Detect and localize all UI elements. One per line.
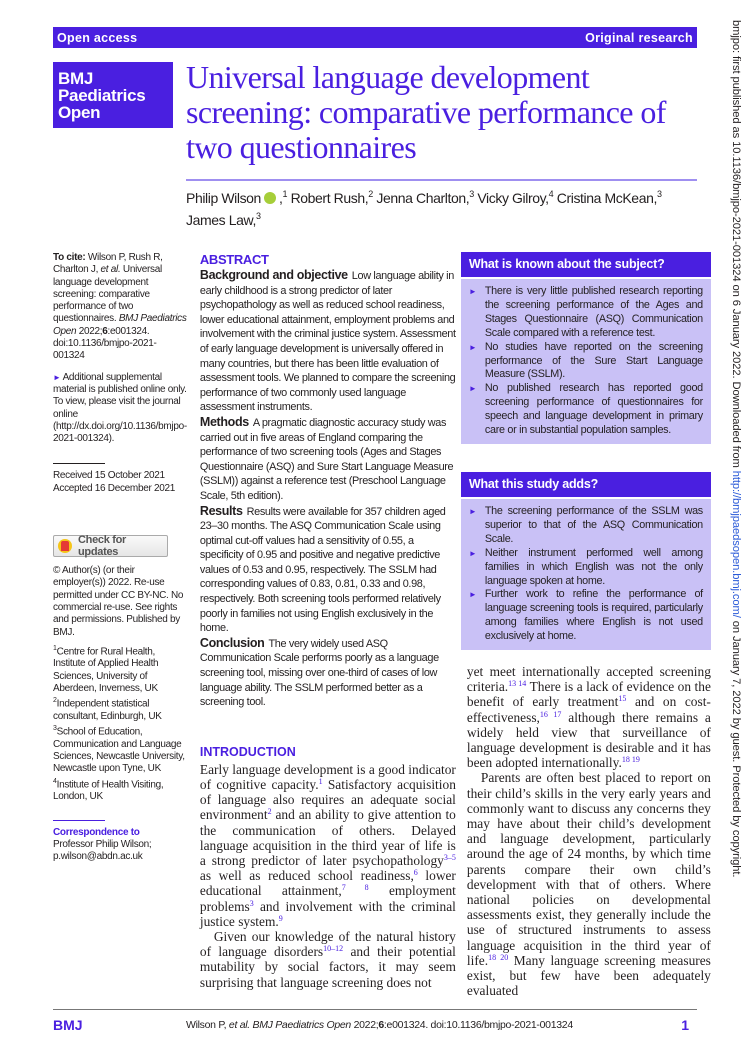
author-name[interactable]: Philip Wilson	[186, 190, 261, 206]
known-box	[461, 252, 711, 444]
author-list: Philip Wilson ,$^1$ Robert Rush,$^2$ Jenna Charlton,$^3$ Vicky Gilroy,$^4$ Cristina McKean,$^3$ James Law,$^3$	[186, 189, 662, 228]
journal-logo	[53, 62, 173, 128]
abstract-section	[200, 415, 456, 504]
paragraph-text: Given our knowledge of the natural history of language disorders	[199, 929, 456, 960]
box-bullet-item: ► No published research has reported good screening performance of questionnaires for speech and language development in primary care or in substantial population samples.	[469, 382, 703, 438]
title-block	[186, 59, 697, 252]
paragraph	[200, 762, 456, 929]
reference-citation[interactable]: 10–12	[323, 944, 344, 954]
paragraph-text: and an ability to give attention to the communication of others. Delayed language acquisition in the third year of life is a strong predictor of later psychopathology	[199, 807, 456, 869]
abstract-section-label: Background and objective	[199, 268, 348, 282]
abstract	[200, 252, 456, 710]
affiliation	[53, 723, 187, 776]
abstract-heading: ABSTRACT	[199, 252, 269, 267]
paragraph	[467, 770, 711, 998]
abstract-section-text: Low language ability in early childhood is a strong predictor of later psychopathology as well as reduced school readiness, lower educational attainment, employment problems and involvement with the criminal justice system. Assessment of early language development is universally offered in many countries, but there has been little evaluation of assessment tools. We planned to compare the screening performance of two commonly used language assessment instruments.	[199, 270, 456, 414]
title-divider	[186, 179, 697, 181]
known-box-list	[461, 279, 711, 444]
paragraph-text: Satisfactory acquisition of language also requires an adequate social environment	[199, 777, 456, 823]
abstract-section-text: The very widely used ASQ Communication Scale performs poorly as a language screening tool, missing over one-third of cases of low language ability. The SSLM performed better as a screening tool.	[199, 637, 439, 709]
paragraph-text: yet meet internationally accepted screening criteria.	[466, 664, 711, 695]
paragraph-text: and on cost-effectiveness,	[466, 694, 711, 725]
author-name[interactable]: Cristina McKean	[556, 190, 654, 206]
logo-line: Paediatrics	[58, 86, 146, 105]
supplemental-note	[53, 372, 187, 446]
accepted-date: Accepted 16 December 2021	[53, 482, 176, 494]
reference-citation[interactable]: 13 14	[508, 679, 527, 689]
logo-line: Open	[58, 103, 101, 122]
author-affiliation-number: 2	[368, 189, 373, 199]
reference-citation[interactable]: 3	[249, 898, 254, 908]
cite-authors: Wilson P, Rush R, Charlton J,	[53, 252, 163, 276]
divider	[53, 820, 105, 821]
body-text-right	[461, 664, 711, 998]
paragraph-text: lower educational attainment,	[199, 868, 456, 899]
abstract-section-text: Results were available for 357 children aged 23–30 months. The ASQ Communication Scale using optimal cut-off values had a sensitivity of 0.55, a specificity of 0.95 and positive and negative predictive values of 0.53 and 0.95, respectively. The SSLM had corresponding values of 0.83, 0.81, 0.33 and 0.98, respectively. Both screening tools performed relatively poorly in families not using English exclusively in the home.	[199, 505, 446, 635]
adds-box	[461, 472, 711, 650]
abstract-section	[200, 636, 456, 710]
right-column	[461, 252, 711, 999]
author-name[interactable]: Jenna Charlton	[376, 190, 466, 206]
author-name[interactable]: Robert Rush	[290, 190, 365, 206]
box-bullet-item: ► There is very little published research reporting the screening performance of the Ages and Stages Questionnaire (ASQ) Communication Scale compared with a reference test.	[469, 285, 703, 341]
paragraph	[467, 664, 711, 770]
paragraph-text: There is a lack of evidence on the benefit of early treatment	[466, 679, 711, 710]
abstract-section	[200, 268, 456, 415]
article-body	[53, 252, 711, 999]
known-box-heading: What is known about the subject?	[461, 252, 711, 277]
affiliation-number: 3	[53, 725, 57, 733]
box-bullet-item: ► Further work to refine the performance of language screening tools is required, particularly among families where English is not used exclusively at home.	[469, 588, 703, 644]
paragraph-text: and involvement with the criminal justice system.	[199, 898, 456, 929]
affiliation-number: 4	[53, 777, 57, 785]
abstract-sections	[200, 268, 456, 710]
author-affiliation-number: 1	[282, 189, 288, 199]
reference-citation[interactable]: 2	[267, 807, 272, 817]
cite-label: To cite:	[53, 252, 86, 263]
author-affiliation-number: 3	[255, 211, 261, 221]
abstract-section-text: A pragmatic diagnostic accuracy study was carried out in five areas of England comparing the performance of two screening tools (Ages and Stages Questionnaire (ASQ) and Sure Start Language Measure (SSLM)) against a reference test (Preschool Language Scale, 5th edition).	[199, 416, 454, 502]
reference-citation[interactable]: 9	[278, 913, 283, 923]
adds-box-list	[461, 499, 711, 650]
side-download-notice	[730, 20, 742, 980]
paragraph-text: employment problems	[199, 883, 456, 914]
adds-box-heading: What this study adds?	[461, 472, 711, 497]
journal-link[interactable]: http://bmjpaedsopen.bmj.com/	[730, 470, 742, 618]
author-affiliation-number: 3	[656, 189, 662, 199]
footer-journal: et al. BMJ Paediatrics Open	[228, 1018, 351, 1031]
footer-year: 2022;	[350, 1018, 379, 1031]
reference-citation[interactable]: 16 17	[539, 709, 562, 719]
reference-citation[interactable]: 3–5	[443, 853, 456, 863]
affiliation	[53, 643, 187, 696]
affiliation-number: 1	[53, 644, 57, 652]
author-name[interactable]: Vicky Gilroy	[477, 190, 546, 206]
paragraph-text: Early language development is a good indicator of cognitive capacity.	[199, 761, 456, 793]
side-notice-text-end: on January 7, 2022 by guest. Protected by copyright.	[730, 617, 742, 878]
footer-row	[53, 1017, 697, 1033]
correspondence-text[interactable]: Professor Philip Wilson; p.wilson@abdn.ac.uk	[53, 839, 152, 863]
article-title: Universal language development screening: comparative performance of two questionnaires	[186, 59, 666, 165]
affiliation-number: 2	[53, 697, 57, 705]
affiliation-text: Centre for Rural Health, Institute of Applied Health Sciences, University of Aberdeen, Inverness, UK	[53, 646, 159, 695]
triangle-bullet-icon: ►	[53, 372, 61, 382]
footer-volume: 6	[378, 1018, 384, 1031]
middle-column	[200, 252, 456, 990]
box-bullet-item: ► The screening performance of the SSLM was superior to that of the ASQ Communication Scale.	[469, 505, 703, 547]
introduction-heading: INTRODUCTION	[199, 744, 296, 759]
cite-journal: BMJ Paediatrics Open	[53, 313, 187, 337]
paragraph-text: although there remains a widely held view that surveillance of language development is desirable and it has been adopted internationally.	[466, 709, 711, 771]
reference-citation[interactable]: 6	[413, 868, 418, 878]
check-for-updates-button[interactable]	[53, 535, 168, 557]
abstract-section-label: Results	[199, 503, 243, 518]
copyright-text: © Author(s) (or their employer(s)) 2022. Re-use permitted under CC BY-NC. No commercial re-use. See rights and permissions. Published by BMJ.	[53, 565, 184, 638]
logo-line: BMJ	[58, 69, 93, 88]
affiliation	[53, 695, 187, 723]
page-footer	[53, 1009, 697, 1033]
affiliation-text: Institute of Health Visiting, London, UK	[53, 779, 164, 803]
crossmark-icon	[58, 539, 72, 553]
footer-citation	[186, 1019, 681, 1031]
reference-citation[interactable]: 18 19	[621, 755, 640, 765]
check-updates-label: Check for updates	[78, 533, 127, 559]
footer-divider	[53, 1009, 697, 1010]
open-access-label: Open access	[57, 30, 138, 45]
correspondence-label: Correspondence to	[53, 826, 140, 838]
footer-authors: Wilson P,	[186, 1018, 229, 1031]
received-date: Received 15 October 2021	[53, 470, 165, 482]
paragraph	[200, 929, 456, 990]
top-banner	[53, 27, 697, 48]
cite-title: Universal language development screening: comparative performance of two questionnaires.	[53, 264, 162, 325]
author-affiliation-number: 4	[548, 189, 554, 199]
orcid-icon[interactable]	[264, 192, 276, 204]
paragraph-text: and their potential mutability by social factors, it may seem surprising that language screening does not	[199, 944, 456, 990]
affiliation-text: School of Education, Communication and Language Sciences, Newcastle University, Newcastle upon Tyne, UK	[53, 726, 185, 775]
cite-year: 2022;	[76, 325, 103, 337]
divider	[53, 463, 105, 464]
reference-citation[interactable]: 7 8	[341, 883, 369, 893]
paragraph-text: as well as reduced school readiness,	[199, 868, 414, 884]
copyright-affiliations	[53, 565, 187, 864]
side-notice-text: bmjpo: first published as 10.1136/bmjpo-2021-001324 on 6 January 2022. Downloaded from	[730, 20, 742, 471]
abstract-section-label: Methods	[199, 414, 249, 429]
affiliation-list	[53, 643, 187, 804]
footer-doi: :e001324. doi:10.1136/bmjpo-2021-001324	[383, 1018, 573, 1031]
cite-etal: et al.	[100, 264, 121, 276]
box-bullet-item: ► No studies have reported on the screening performance of the Sure Start Language Measure (SSLM).	[469, 341, 703, 383]
paragraph-text: Many language screening measures exist, but few have been adequately evaluated	[466, 952, 711, 999]
author-name[interactable]: James Law	[186, 212, 253, 228]
abstract-section	[200, 504, 456, 636]
box-bullet-item: ► Neither instrument performed well among families in which English was not the only language spoken at home.	[469, 547, 703, 589]
abstract-section-label: Conclusion	[199, 635, 265, 650]
reference-citation[interactable]: 15	[618, 694, 627, 704]
affiliation	[53, 776, 187, 804]
affiliation-text: Independent statistical consultant, Edinburgh, UK	[53, 698, 162, 722]
article-type-label: Original research	[585, 30, 693, 45]
reference-citation[interactable]: 18 20	[488, 952, 509, 962]
page-number: 1	[681, 1016, 689, 1033]
author-affiliation-number: 3	[469, 189, 474, 199]
introduction-text	[200, 762, 456, 990]
bmj-footer-logo: BMJ	[53, 1016, 83, 1033]
cite-block	[53, 252, 187, 495]
article-header	[53, 59, 697, 252]
cite-doi: :e001324. doi:10.1136/bmjpo-2021-001324	[53, 325, 157, 362]
left-sidebar	[53, 252, 187, 864]
paragraph-text: Parents are often best placed to report on their child’s skills in the very early years and commonly want to discuss any concerns they may have about their child’s development and language development, particularly around the age of 24 months, by which time parents compare their own child’s development with that of others. Where national policies on developmental assessments exist, they generally include the use of structured instruments to assess language acquisition in the third year of life.	[466, 770, 711, 968]
cite-volume: 6	[102, 325, 108, 337]
supplemental-text[interactable]: Additional supplemental material is published online only. To view, please visit the journal online (http://dx.doi.org/10.1136/bmjpo-2021-001324).	[53, 371, 187, 445]
reference-citation[interactable]: 1	[318, 777, 323, 787]
